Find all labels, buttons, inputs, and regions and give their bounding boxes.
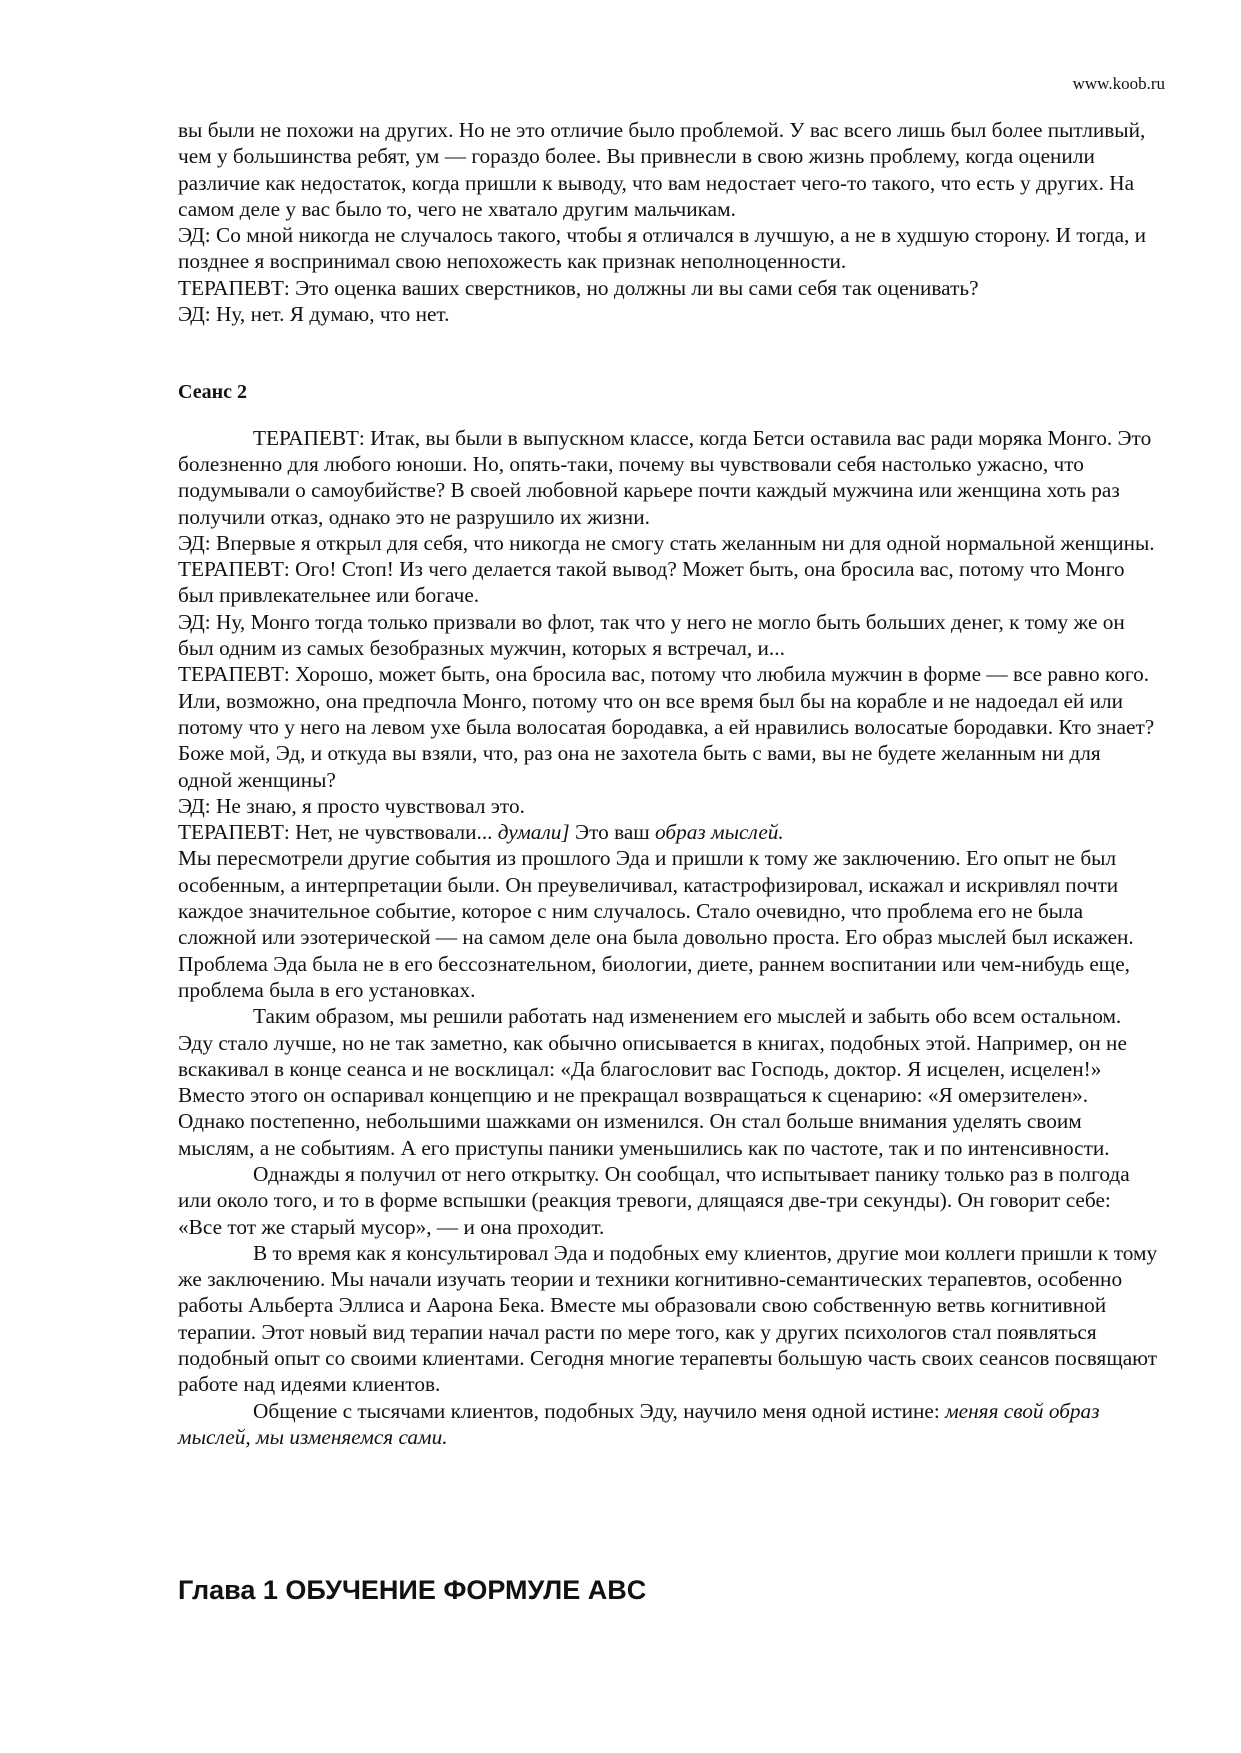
emphasis-text: образ мыслей. <box>655 820 784 845</box>
dialogue-line: ТЕРАПЕВТ: Это оценка ваших сверстников, но должны ли вы сами себя так оценивать? <box>178 275 979 300</box>
chapter-title: Глава 1 ОБУЧЕНИЕ ФОРМУЛЕ ABC <box>178 1575 647 1605</box>
body-paragraph: В то время как я консультировал Эда и подобных ему клиентов, другие мои коллеги пришли к тому же заключению. Мы начали изучать теории и техники когнитивно-семантических терапевтов, особенно работы Альберта Эллиса и Аарона Бека. Вместе мы образовали свою собственную ветвь когнитивной терапии. Этот новый вид терапии начал расти по мере того, как у других психологов стал появляться подобный опыт со своими клиентами. Сегодня многие терапевты большую часть своих сеансов посвящают работе над идеями клиентов. <box>178 1240 1158 1397</box>
closing-paragraph <box>178 1398 1158 1451</box>
emphasis-text: думали] <box>497 820 570 845</box>
dialogue-line: ЭД: Ну, Монго тогда только призвали во флот, так что у него не могло быть больших денег, к тому же он был одним из самых безобразных мужчин, которых я встречал, и... <box>178 609 1125 661</box>
dialogue-line: ЭД: Впервые я открыл для себя, что никогда не смогу стать желанным ни для одной нормальной женщины. <box>178 530 1155 555</box>
document-body <box>178 117 1158 1450</box>
dialogue-line: ТЕРАПЕВТ: Ого! Стоп! Из чего делается такой вывод? Может быть, она бросила вас, потому что Монго был привлекательнее или богаче. <box>178 557 1125 608</box>
site-header: www.koob.ru <box>1072 74 1165 93</box>
dialogue-line: ЭД: Со мной никогда не случалось такого, чтобы я отличался в лучшую, а не в худшую сторону. И тогда, и позднее я воспринимал свою непохожесть как признак неполноценности. <box>178 223 1147 274</box>
dialogue-line: ЭД: Не знаю, я просто чувствовал это. <box>178 793 525 818</box>
dialogue-line <box>178 819 1158 845</box>
closing-text: Общение с тысячами клиентов, подобных Эду, научило меня одной истине: <box>253 1398 946 1423</box>
narrative-paragraph: Мы пересмотрели другие события из прошлого Эда и пришли к тому же заключению. Его опыт не был особенным, а интерпретации были. Он преувеличивал, катастрофизировал, искажал и искривлял почти каждое значительное событие, которое с ним случалось. Стало очевидно, что проблема его не была сложной или эзотерической — на самом деле она была довольно проста. Его образ мыслей был искажен. Проблема Эда была не в его бессознательном, биологии, диете, раннем воспитании или чем-нибудь еще, проблема была в его установках. <box>178 846 1134 1002</box>
dialogue-line: ТЕРАПЕВТ: Хорошо, может быть, она бросила вас, потому что любила мужчин в форме — все равно кого. Или, возможно, она предпочла Монго, потому что он все время был бы на корабле и не надоедал ей или потому что у него на левом ухе была волосатая бородавка, а ей нравились волосатые бородавки. Кто знает? Боже мой, Эд, и откуда вы взяли, что, раз она не захотела быть с вами, вы не будете желанным ни для одной женщины? <box>178 662 1155 792</box>
dialogue-text: ТЕРАПЕВТ: Нет, не чувствовали... <box>178 820 498 845</box>
emphasis-text: меняя свой образ мыслей, мы изменяемся сами. <box>178 1398 1100 1449</box>
body-paragraph: Однажды я получил от него открытку. Он сообщал, что испытывает панику только раз в полгода или около того, и то в форме вспышки (реакция тревоги, длящаяся две-три секунды). Он говорит себе: «Все тот же старый мусор», — и она проходит. <box>178 1161 1130 1239</box>
section-heading: Сеанс 2 <box>178 381 247 404</box>
intro-paragraph: вы были не похожи на других. Но не это отличие было проблемой. У вас всего лишь был более пытливый, чем у большинства ребят, ум — гораздо более. Вы привнесли в свою жизнь проблему, когда оценили различие как недостаток, когда пришли к выводу, что вам недостает чего-то такого, что есть у других. На самом деле у вас было то, чего не хватало другим мальчикам. <box>178 118 1146 221</box>
dialogue-text: Это ваш <box>569 820 656 845</box>
dialogue-line: ТЕРАПЕВТ: Итак, вы были в выпускном классе, когда Бетси оставила вас ради моряка Монго. Это болезненно для любого юноши. Но, опять-таки, почему вы чувствовали себя настолько ужасно, что подумывали о самоубийстве? В своей любовной карьере почти каждый мужчина или женщина хоть раз получили отказ, однако это не разрушило их жизни. <box>178 425 1152 529</box>
body-paragraph: Таким образом, мы решили работать над изменением его мыслей и забыть обо всем остальном. Эду стало лучше, но не так заметно, как обычно описывается в книгах, подобных этой. Например, он не вскакивал в конце сеанса и не восклицал: «Да благословит вас Господь, доктор. Я исцелен, исцелен!» Вместо этого он оспаривал концепцию и не прекращал возвращаться к сценарию: «Я омерзителен». Однако постепенно, небольшими шажками он изменился. Он стал больше внимания уделять своим мыслям, а не событиям. А его приступы паники уменьшились как по частоте, так и по интенсивности. <box>178 1004 1127 1160</box>
dialogue-line: ЭД: Ну, нет. Я думаю, что нет. <box>178 302 450 327</box>
